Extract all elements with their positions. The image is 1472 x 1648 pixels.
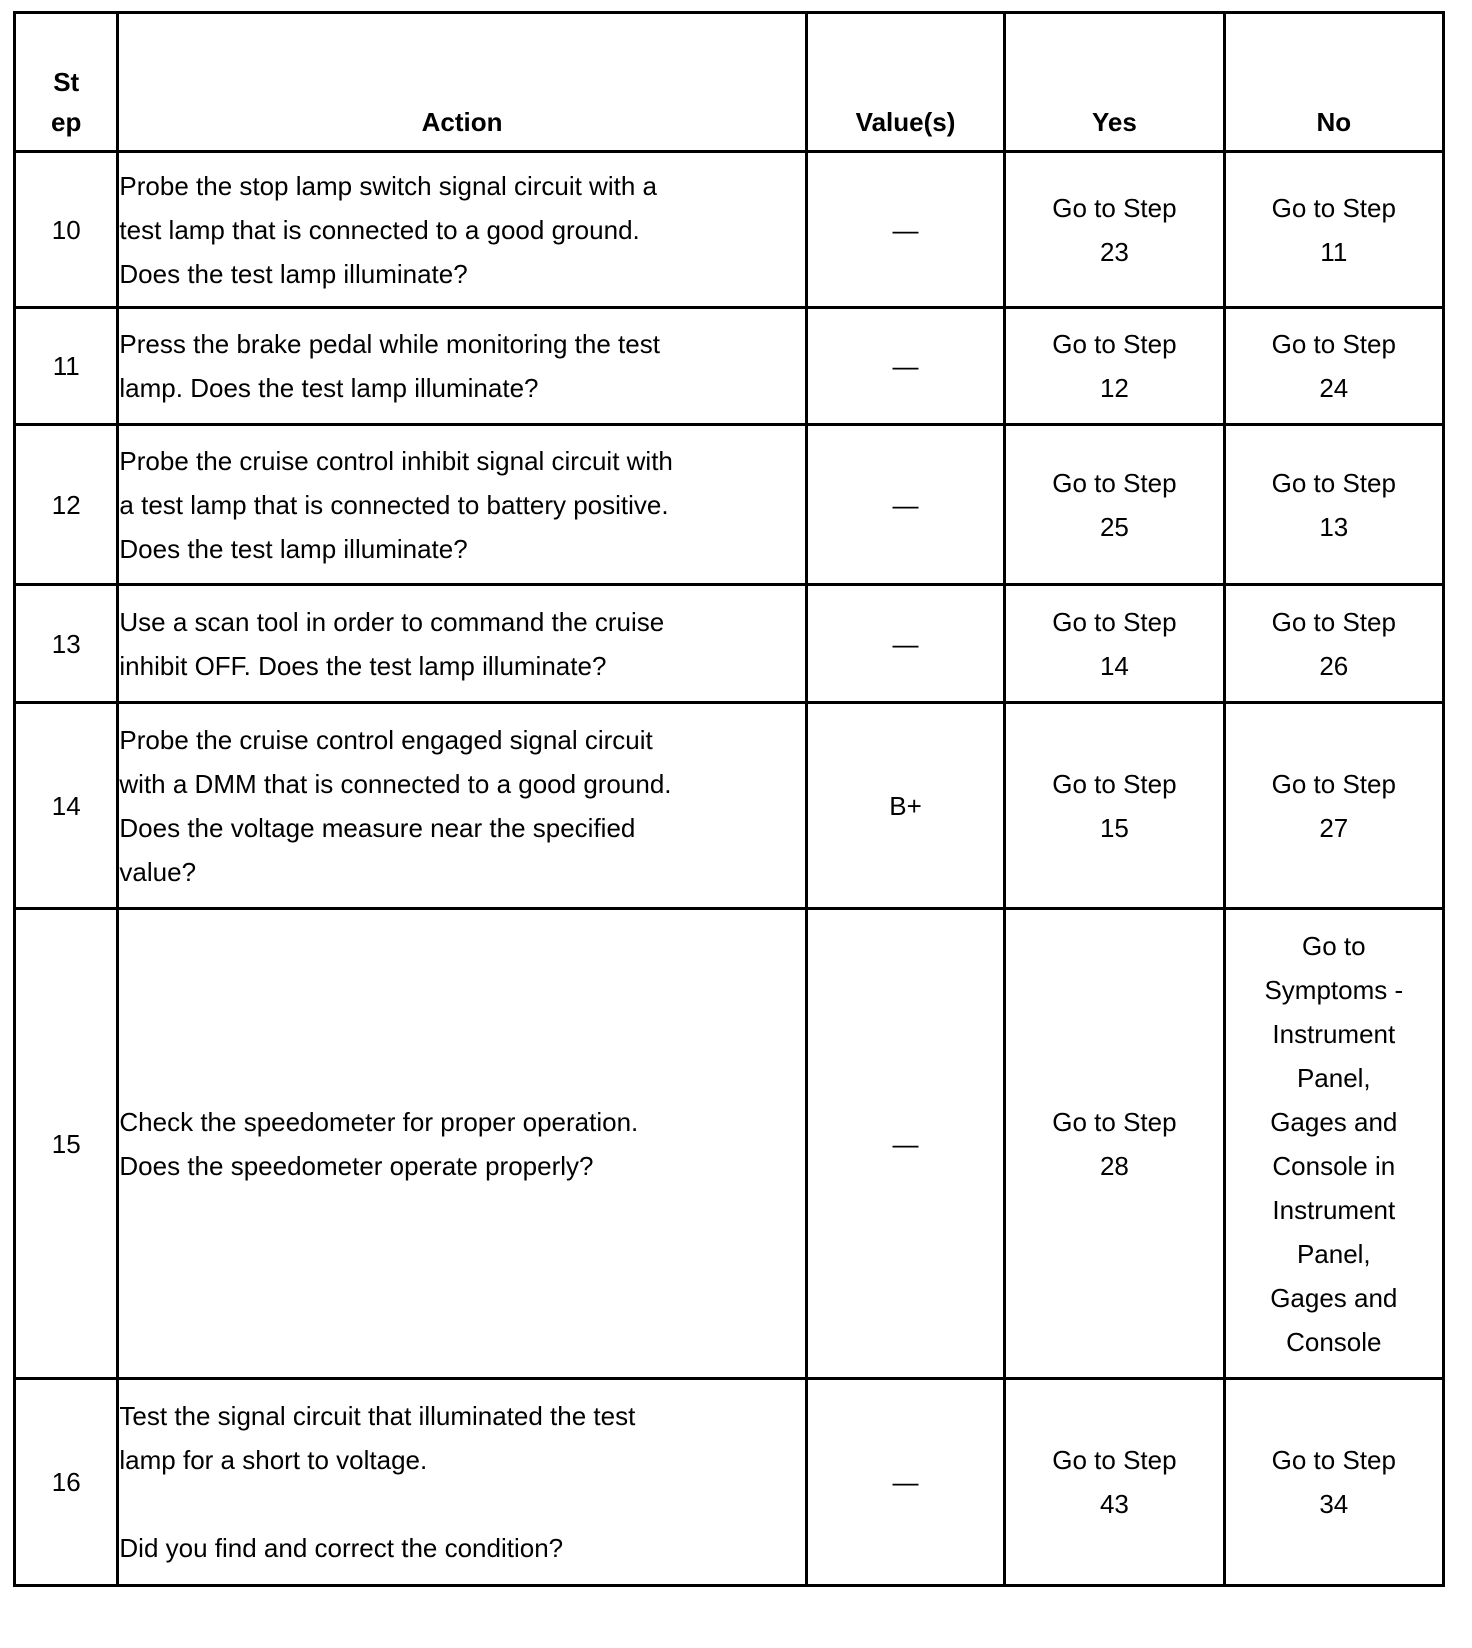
yes-link[interactable]: Go to Step 25 [1005,425,1224,585]
step-number: 16 [15,1379,118,1586]
header-step: St ep [15,13,118,152]
yes-link[interactable]: Go to Step 23 [1005,152,1224,308]
header-yes: Yes [1005,13,1224,152]
action-text: Test the signal circuit that illuminated the test lamp for a short to voltage. Did you find and correct the condition? [118,1379,806,1586]
yes-link[interactable]: Go to Step 43 [1005,1379,1224,1586]
table-row [15,425,1444,585]
value-cell: B+ [806,703,1004,909]
header-no: No [1224,13,1443,152]
step-number: 11 [15,308,118,425]
action-text: Probe the cruise control engaged signal circuit with a DMM that is connected to a good ground. Does the voltage measure near the specified value? [118,703,806,909]
step-number: 12 [15,425,118,585]
step-number: 14 [15,703,118,909]
table-row [15,1379,1444,1586]
step-number: 15 [15,909,118,1379]
no-link[interactable]: Go to Step 24 [1224,308,1443,425]
no-link[interactable]: Go to Step 13 [1224,425,1443,585]
action-text: Probe the cruise control inhibit signal circuit with a test lamp that is connected to battery positive. Does the test lamp illuminate? [118,425,806,585]
step-number: 10 [15,152,118,308]
no-link[interactable]: Go to Step 26 [1224,585,1443,703]
value-cell: — [806,308,1004,425]
value-cell: — [806,585,1004,703]
no-link[interactable]: Go to Step 27 [1224,703,1443,909]
action-text: Probe the stop lamp switch signal circuit with a test lamp that is connected to a good ground. Does the test lamp illuminate? [118,152,806,308]
header-values: Value(s) [806,13,1004,152]
no-link[interactable]: Go to Step 34 [1224,1379,1443,1586]
yes-link[interactable]: Go to Step 14 [1005,585,1224,703]
action-text: Use a scan tool in order to command the cruise inhibit OFF. Does the test lamp illuminate? [118,585,806,703]
value-cell: — [806,1379,1004,1586]
table-row [15,585,1444,703]
value-cell: — [806,152,1004,308]
header-action: Action [118,13,806,152]
yes-link[interactable]: Go to Step 15 [1005,703,1224,909]
table-row [15,308,1444,425]
value-cell: — [806,425,1004,585]
value-cell: — [806,909,1004,1379]
yes-link[interactable]: Go to Step 28 [1005,909,1224,1379]
yes-link[interactable]: Go to Step 12 [1005,308,1224,425]
header-row [15,13,1444,152]
step-number: 13 [15,585,118,703]
table-row [15,152,1444,308]
no-link[interactable]: Go to Step 11 [1224,152,1443,308]
table-row [15,909,1444,1379]
no-link[interactable]: Go to Symptoms - Instrument Panel, Gages and Console in Instrument Panel, Gages and Console [1224,909,1443,1379]
action-text: Check the speedometer for proper operation. Does the speedometer operate properly? [118,909,806,1379]
table-row [15,703,1444,909]
action-text: Press the brake pedal while monitoring the test lamp. Does the test lamp illuminate? [118,308,806,425]
diagnostic-table [13,11,1445,1587]
